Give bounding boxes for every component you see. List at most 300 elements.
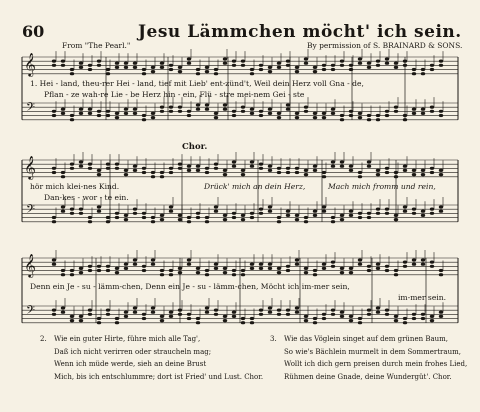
treble-2-note [295,171,299,174]
bass-3-note [439,311,443,314]
bass-2-note [214,210,218,213]
treble-3-note [313,273,317,276]
treble-1-note [286,64,290,67]
treble-1-note [232,64,236,67]
treble-2-note [277,171,281,174]
treble-1-note [214,68,218,71]
bass-2-note [412,208,416,211]
bass-3-note [205,311,209,314]
bass-3-note [412,313,416,316]
treble-3-note [340,271,344,274]
bass-2-note [295,214,299,217]
bass-3-note [79,315,83,318]
bass-3-note [385,313,389,316]
bass-3-note [331,309,335,312]
bass-2-note [142,216,146,219]
treble-3-note [250,263,254,266]
bass-3-note [304,315,308,318]
bass-3-note [52,309,56,312]
treble-2-note [268,169,272,172]
bass-3-note [205,306,209,309]
bass-1-note [124,108,128,111]
bass-1-note [277,116,281,119]
treble-2-note [367,160,371,163]
bass-2-note [421,210,425,213]
treble-3-note [160,269,164,272]
bass-1-note [133,112,137,115]
treble-3-note [214,267,218,270]
treble-1-note [169,64,173,67]
treble-1-note [97,60,101,63]
treble-2-note [349,165,353,168]
bass-1-note [295,116,299,119]
verse-3 [270,333,467,383]
bass-1-note [160,110,164,113]
treble-1-note [340,60,344,63]
bass-3-note [178,309,182,312]
bass-3-note [376,306,380,309]
bass-3-note [349,319,353,322]
treble-3-note [133,258,137,261]
treble-1-note [232,60,236,63]
treble-3-note [394,269,398,272]
system1-lyrics-1: 1. Hei - land, theu-rer Hei - land, tief mit Lieb' ent-zünd't, Weil dein Herz voll Gna - de, [30,79,364,88]
bass-3-note [61,311,65,314]
treble-1-note [304,57,308,60]
treble-3-note [52,263,56,266]
treble-1-note [115,66,119,69]
treble-2-note [439,169,443,172]
bass-1-note [439,114,443,117]
treble-1-note [124,62,128,65]
treble-1-note [376,60,380,63]
bass-3-note [340,315,344,318]
treble-3-note [106,265,110,268]
bass-1-note [268,112,272,115]
treble-3-note [349,271,353,274]
bass-3-note [115,321,119,324]
treble-1-note [79,66,83,69]
bass-1-note [358,112,362,115]
bass-2-note [124,218,128,221]
treble-1-note [250,72,254,75]
bass-2-note [250,212,254,215]
bass-2-note [196,216,200,219]
bass-1-note [115,112,119,115]
page-number: 60 [22,22,45,41]
treble-2-note [277,167,281,170]
bass-3-note [232,311,236,314]
bass-2-note [340,218,344,221]
treble-2-note [358,175,362,178]
treble-3-note [259,263,263,266]
treble-1-note [358,57,362,60]
treble-3-note [349,267,353,270]
treble-2-note [178,163,182,166]
treble-2-note [187,169,191,172]
bass-2-note [304,216,308,219]
bass-3-note [106,309,110,312]
system3-lyrics-1: Denn ein Je - su - lämm-chen, Denn ein Je - su - lämm-chen, Möcht ich im-mer sein, [30,282,350,291]
bass-1-note [259,114,263,117]
bass-2-note [250,216,254,219]
verse-2-number: 2. [40,335,47,343]
bass-3-note [322,317,326,320]
bass-3-note [358,317,362,320]
bass-3-note [133,311,137,314]
bass-3-note [196,317,200,320]
treble-1-note [178,70,182,73]
treble-2-note [187,165,191,168]
treble-1-note [430,68,434,71]
treble-1-note [250,68,254,71]
bass-2-note [169,205,173,208]
bass-2-note [115,216,119,219]
bass-2-note [349,210,353,213]
bass-3-note [106,313,110,316]
verse-2-line-2: Daß ich nicht verirren oder straucheln mag; [54,347,212,356]
treble-1-note [187,57,191,60]
bass-2-note [286,214,290,217]
bass-3-note [70,315,74,318]
bass-1-note [178,106,182,109]
bass-1-note [349,110,353,113]
treble-3-note [250,267,254,270]
bass-1-note [250,108,254,111]
bass-2-note [277,216,281,219]
treble-2-note [385,167,389,170]
treble-3-note [178,267,182,270]
treble-1-note [277,66,281,69]
bass-2-note [223,218,227,221]
treble-1-note [115,62,119,65]
treble-1-note [259,68,263,71]
bass-1-note [403,118,407,121]
bass-2-note [331,220,335,223]
bass-3-note [241,321,245,324]
treble-1-note [349,64,353,67]
permission-credit: By permission of S. BRAINARD & SONS. [307,41,463,50]
treble-1-note [160,62,164,65]
treble-2-note [403,169,407,172]
bass-2-note [376,212,380,215]
bass-3-note [394,315,398,318]
treble-3-note [376,263,380,266]
treble-2-note [367,165,371,168]
treble-2-note [205,171,209,174]
treble-2-note [52,167,56,170]
bass-3-note [250,321,254,324]
treble-3-note [70,273,74,276]
treble-3-note [79,271,83,274]
bass-3-note [151,311,155,314]
bass-2-note [133,208,137,211]
bass-3-note [79,319,83,322]
bass-2-note [340,214,344,217]
bass-3-note [196,321,200,324]
treble-2-note [151,171,155,174]
bass-3-note [403,321,407,324]
bass-1-note [88,108,92,111]
bass-2-note [151,220,155,223]
treble-2-note [88,167,92,170]
treble-3-note [97,269,101,272]
treble-3-note [214,263,218,266]
treble-1-note [268,70,272,73]
bass-2-note [88,216,92,219]
treble-2-note [160,171,164,174]
bass-1-note [178,110,182,113]
bass-1-note [430,110,434,113]
bass-3-note [367,313,371,316]
verse-3-line-1: Wie das Vöglein singet auf dem grünen Baum, [284,335,449,343]
bass-2-note [394,214,398,217]
bass-2-note [403,210,407,213]
treble-1-note [259,64,263,67]
treble-2-note [115,163,119,166]
treble-3-note [97,265,101,268]
bass-2-note [187,216,191,219]
bass-3-note [61,306,65,309]
bass-1-note [394,110,398,113]
treble-2-note [331,160,335,163]
bass-1-note [70,114,74,117]
treble-3-note [286,265,290,268]
bass-3-note [340,311,344,314]
treble-3-note [232,273,236,276]
treble-1-note [223,57,227,60]
bass-1-note [106,110,110,113]
bass-2-note [106,216,110,219]
bass-1-note [196,103,200,106]
bass-clef: 𝄢 [26,101,36,117]
treble-2-note [133,169,137,172]
bass-2-note [439,210,443,213]
verse-3-line-2: So wie's Bächlein murmelt in dem Sommertraum, [284,347,461,356]
treble-1-note [331,68,335,71]
bass-1-note [79,108,83,111]
bass-1-note [232,114,236,117]
bass-3-note [304,319,308,322]
bass-2-note [106,220,110,223]
treble-3-note [88,265,92,268]
treble-3-note [223,267,227,270]
treble-3-note [331,261,335,264]
treble-3-note [196,267,200,270]
verse-2 [40,333,263,383]
hymn-title: Jesu Lämmchen möcht' ich sein. [138,22,462,42]
treble-3-note [232,269,236,272]
bass-3-note [169,315,173,318]
bass-2-note [142,212,146,215]
bass-2-note [232,216,236,219]
bass-2-note [178,214,182,217]
treble-2-note [223,173,227,176]
bass-1-note [169,106,173,109]
treble-1-note [421,72,425,75]
chorus-label: Chor. [182,142,208,152]
treble-2-note [412,169,416,172]
treble-2-note [70,167,74,170]
bass-3-note [268,306,272,309]
bass-2-note [439,205,443,208]
treble-2-note [349,169,353,172]
treble-3-note [142,269,146,272]
bass-3-note [394,319,398,322]
bass-2-note [232,212,236,215]
bass-1-note [394,106,398,109]
bass-2-note [394,218,398,221]
bass-1-note [142,118,146,121]
treble-3-note [358,263,362,266]
treble-2-note [250,165,254,168]
treble-1-note [295,66,299,69]
treble-2-note [169,167,173,170]
bass-1-note [223,103,227,106]
treble-2-note [439,173,443,176]
bass-2-note [133,212,137,215]
treble-3-note [277,271,281,274]
treble-1-note [331,64,335,67]
treble-2-note [124,169,128,172]
bass-2-note [61,205,65,208]
verse-3-line-3: Wollt ich dich gern preisen durch mein frohes Lied, [284,360,468,368]
treble-2-note [385,171,389,174]
bass-3-note [286,309,290,312]
treble-2-note [214,167,218,170]
treble-2-note [106,167,110,170]
treble-3-note [385,265,389,268]
bass-3-note [286,313,290,316]
bass-2-note [79,212,83,215]
treble-2-note [394,171,398,174]
treble-2-note [322,171,326,174]
treble-1-note [70,68,74,71]
verse-2-line-1: Wie ein guter Hirte, führe mich alle Tag', [54,335,201,343]
bass-2-note [151,216,155,219]
bass-1-note [52,114,56,117]
treble-3-note [124,263,128,266]
treble-1-note [79,62,83,65]
bass-3-note [322,313,326,316]
bass-3-note [142,313,146,316]
treble-3-note [430,261,434,264]
bass-3-note [88,313,92,316]
bass-2-note [70,212,74,215]
treble-1-note [151,70,155,73]
bass-2-note [196,212,200,215]
treble-3-note [331,265,335,268]
bass-1-note [88,112,92,115]
bass-2-note [187,220,191,223]
treble-3-note [61,269,65,272]
bass-2-note [313,214,317,217]
bass-3-note [259,309,263,312]
treble-3-note [79,267,83,270]
treble-1-note [430,64,434,67]
treble-2-note [169,171,173,174]
bass-3-note [169,311,173,314]
treble-1-note [196,68,200,71]
treble-3-note [277,267,281,270]
bass-1-note [187,110,191,113]
bass-2-note [286,210,290,213]
bass-3-note [358,321,362,324]
treble-2-note [430,167,434,170]
bass-1-note [376,118,380,121]
bass-3-note [214,313,218,316]
treble-1-note [394,62,398,65]
bass-1-note [232,110,236,113]
bass-3-note [160,315,164,318]
treble-3-note [439,269,443,272]
treble-2-note [259,167,263,170]
treble-1-note [403,60,407,63]
bass-2-note [403,205,407,208]
treble-2-note [322,175,326,178]
bass-2-note [97,210,101,213]
treble-1-note [160,66,164,69]
treble-3-note [295,263,299,266]
treble-3-note [187,263,191,266]
bass-1-note [403,114,407,117]
treble-1-note [349,68,353,71]
bass-3-note [160,319,164,322]
treble-1-note [214,72,218,75]
treble-3-note [241,269,245,272]
bass-3-note [376,311,380,314]
bass-3-note [187,313,191,316]
treble-3-note [358,258,362,261]
bass-1-note [205,103,209,106]
bass-2-note [61,210,65,213]
bass-1-note [331,112,335,115]
treble-3-note [367,269,371,272]
treble-1-note [358,62,362,65]
treble-1-note [286,60,290,63]
treble-3-note [259,267,263,270]
treble-2-note [142,167,146,170]
bass-1-note [412,108,416,111]
treble-2-note [412,173,416,176]
treble-1-note [88,68,92,71]
bass-2-note [385,208,389,211]
bass-1-note [322,112,326,115]
treble-3-note [178,271,182,274]
treble-3-note [124,267,128,270]
bass-2-note [52,216,56,219]
treble-3-note [403,261,407,264]
treble-1-note [385,57,389,60]
bass-3-note [277,309,281,312]
treble-2-note [79,165,83,168]
bass-2-note [322,205,326,208]
treble-1-note [106,68,110,71]
treble-2-note [142,171,146,174]
bass-1-note [295,112,299,115]
treble-2-note [331,165,335,168]
bass-1-note [61,108,65,111]
bass-1-note [277,112,281,115]
bass-3-note [295,311,299,314]
treble-1-note [133,62,137,65]
treble-2-note [70,163,74,166]
bass-1-note [286,108,290,111]
treble-2-note [223,169,227,172]
treble-3-note [169,269,173,272]
treble-3-note [115,271,119,274]
treble-3-note [376,267,380,270]
